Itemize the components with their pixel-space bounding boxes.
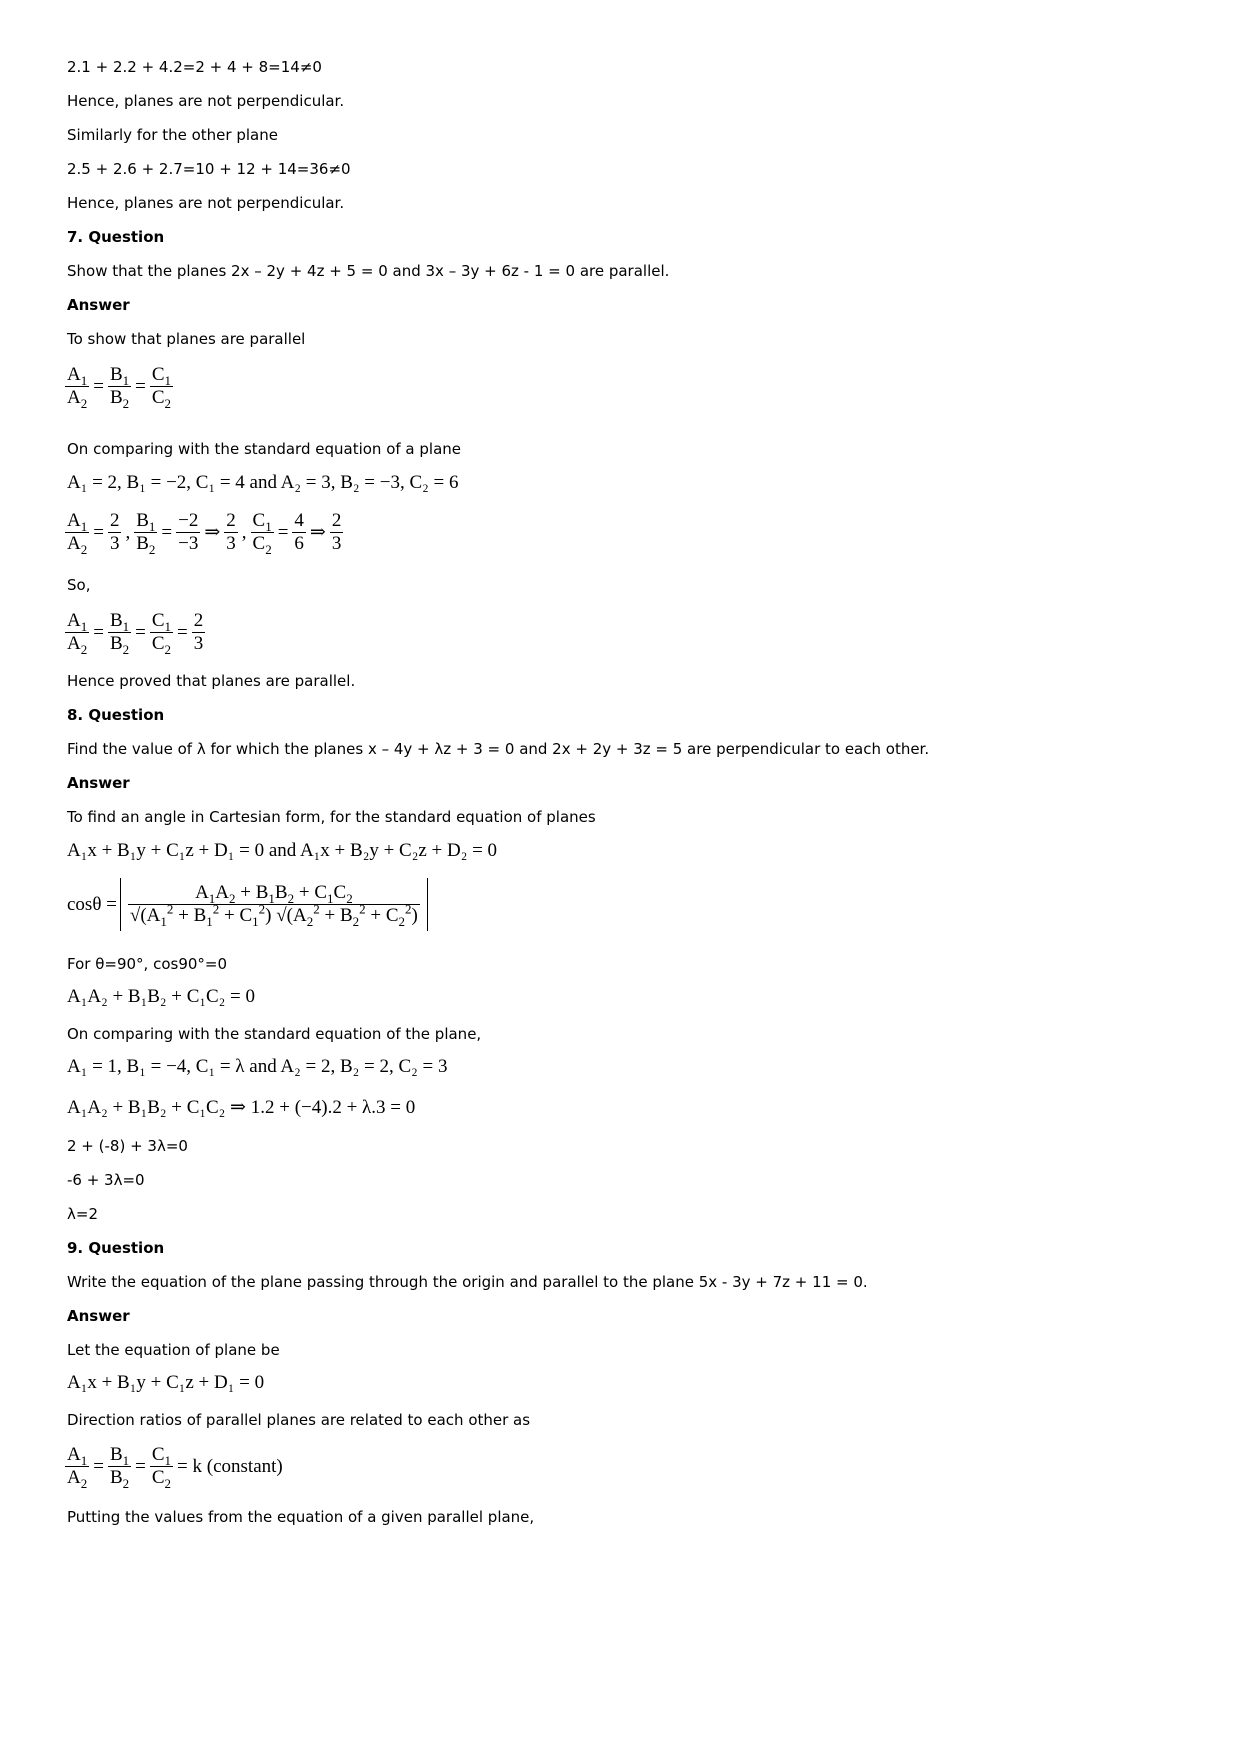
answer-text: On comparing with the standard equation of the plane, [67,1025,482,1043]
perpendicular-equation: A₁A₂ + B₁B₂ + C₁C₂ = 0 [67,986,256,1007]
question-7-text: Show that the planes 2x – 2y + 4z + 5 = 0 and 3x – 3y + 6z - 1 = 0 are parallel. [67,262,670,280]
ratio-calculation: $\frac{A_1}{A_2}$ = $\frac{2}{3}$ , $\frac{B_1}{B_2}$ = $\frac{-2}{-3}$ ⇒ $\frac{2}{3}$ , $\frac{C_1}{C_2}$ = $\frac{4}{6}$ ⇒ $\frac{2}{3}$ [67,510,342,557]
answer-text: So, [67,576,91,594]
cosine-formula: cosθ = $\frac{A_1A_2 + B_1B_2 + C_1C_2}{√(A_1^2 + B_1^2 + C_1^2) √(A_2^2 + B_2^2 + C_2^2)}$ [64,878,428,931]
question-7-answer-label: Answer [67,296,130,314]
ratio-result: $\frac{A_1}{A_2}$ = $\frac{B_1}{B_2}$ = $\frac{C_1}{C_2}$ = $\frac{2}{3}$ [67,610,204,657]
text-line: Hence, planes are not perpendicular. [67,194,345,212]
question-8-answer-label: Answer [67,774,130,792]
answer-text: Direction ratios of parallel planes are related to each other as [67,1411,531,1429]
question-8-text: Find the value of λ for which the planes x – 4y + λz + 3 = 0 and 2x + 2y + 3z = 5 are perpendicular to each other. [67,740,930,758]
coefficient-equation: A₁ = 1, B₁ = −4, C₁ = λ and A₂ = 2, B₂ = 2, C₂ = 3 [67,1056,448,1077]
answer-text: 2 + (-8) + 3λ=0 [67,1137,188,1155]
ratio-constant-equation: $\frac{A_1}{A_2}$ = $\frac{B_1}{B_2}$ = $\frac{C_1}{C_2}$ = k (constant) [67,1444,283,1491]
ratio-equation: $\frac{A_1}{A_2}$ = $\frac{B_1}{B_2}$ = $\frac{C_1}{C_2}$ [67,364,172,411]
question-7-heading: 7. Question [67,228,165,246]
answer-text: To find an angle in Cartesian form, for the standard equation of planes [67,808,596,826]
question-9-heading: 9. Question [67,1239,165,1257]
answer-text: For θ=90°, cos90°=0 [67,955,228,973]
text-line: 2.1 + 2.2 + 4.2=2 + 4 + 8=14≠0 [67,58,322,76]
text-line: Hence, planes are not perpendicular. [67,92,345,110]
answer-text: Let the equation of plane be [67,1341,280,1359]
answer-text: λ=2 [67,1205,98,1223]
question-9-text: Write the equation of the plane passing through the origin and parallel to the plane 5x - 3y + 7z + 11 = 0. [67,1273,868,1291]
text-line: Similarly for the other plane [67,126,278,144]
question-8-heading: 8. Question [67,706,165,724]
answer-conclusion: Hence proved that planes are parallel. [67,672,356,690]
answer-text: Putting the values from the equation of a given parallel plane, [67,1508,535,1526]
answer-text: -6 + 3λ=0 [67,1171,145,1189]
answer-text: To show that planes are parallel [67,330,306,348]
planes-equation: A₁x + B₁y + C₁z + D₁ = 0 and A₁x + B₂y + C₂z + D₂ = 0 [67,840,498,861]
question-9-answer-label: Answer [67,1307,130,1325]
plane-equation: A₁x + B₁y + C₁z + D₁ = 0 [67,1372,265,1393]
substitution-equation: A₁A₂ + B₁B₂ + C₁C₂ ⇒ 1.2 + (−4).2 + λ.3 = 0 [67,1097,416,1118]
text-line: 2.5 + 2.6 + 2.7=10 + 12 + 14=36≠0 [67,160,351,178]
coefficient-equation: A₁ = 2, B₁ = −2, C₁ = 4 and A₂ = 3, B₂ = −3, C₂ = 6 [67,472,459,493]
answer-text: On comparing with the standard equation of a plane [67,440,461,458]
